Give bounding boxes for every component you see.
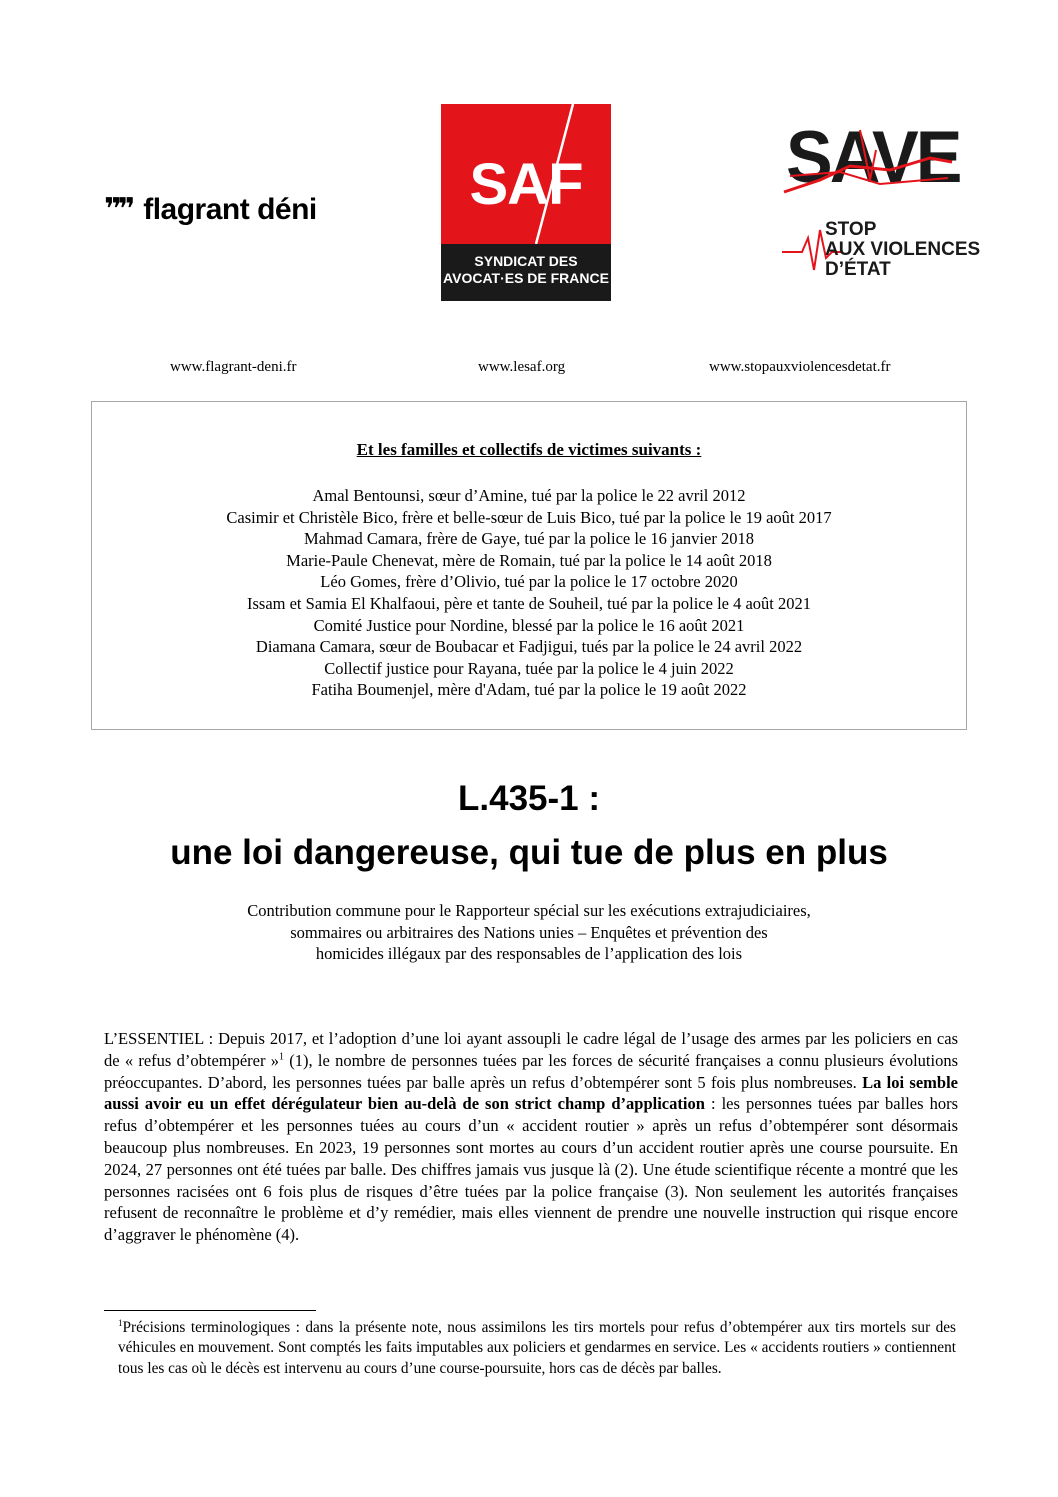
essential-text: : les personnes tuées par balles hors refus d’obtempérer et les personnes tuées au cours d’un « accident routier » après un refus d’obtempérer sont désormais beaucoup plus nombreuses. En 2023, 19 personnes sont mortes au cours d’un accident routier après une course poursuite. En 2024, 27 personnes ont été tuées par balle. Des chiffres jamais vus jusque là (2). Une étude scientifique récente a montré que les personnes racisées ont 6 fois plus de risques d’être tuées par la police française (3). Non seulement les autorités françaises refusent de reconnaître le problème et d’y remédier, mais elles viennent de prendre une nouvelle instruction qui risque encore d’aggraver le phénomène (4). <box>104 1094 958 1245</box>
contribution-line: Contribution commune pour le Rapporteur spécial sur les exécutions extrajudiciaires, <box>247 901 811 920</box>
victim-entry: Fatiha Boumenjel, mère d'Adam, tué par la police le 19 août 2022 <box>311 680 747 700</box>
url-flagrant-deni[interactable]: www.flagrant-deni.fr <box>170 359 297 375</box>
victim-entry: Collectif justice pour Rayana, tuée par la police le 4 juin 2022 <box>324 658 734 678</box>
save-logo <box>780 110 981 295</box>
url-lesaf[interactable]: www.lesaf.org <box>478 359 566 375</box>
save-word: SAVE <box>786 116 960 198</box>
victim-entry: Amal Bentounsi, sœur d’Amine, tué par la police le 22 avril 2012 <box>312 486 746 505</box>
victim-entry: Casimir et Christèle Bico, frère et belle-sœur de Luis Bico, tué par la police le 19 août 2017 <box>226 507 832 527</box>
saf-acronym: SAF <box>469 152 583 217</box>
victim-entry: Comité Justice pour Nordine, blessé par la police le 16 août 2021 <box>313 615 745 635</box>
saf-subtitle <box>441 244 611 301</box>
saf-subtitle-line1: SYNDICAT DES <box>474 253 578 269</box>
victim-entry: Issam et Samia El Khalfaoui, père et tante de Souheil, tué par la police le 4 août 2021 <box>246 593 812 613</box>
save-line3: D’ÉTAT <box>825 259 891 280</box>
essential-paragraph <box>104 1028 958 1246</box>
victims-box <box>91 401 967 730</box>
page-subtitle: une loi dangereuse, qui tue de plus en plus <box>170 833 888 872</box>
footnote-number: 1 <box>118 1317 123 1328</box>
saf-subtitle-line2: AVOCAT·ES DE FRANCE <box>443 270 609 286</box>
save-line2: AUX VIOLENCES <box>825 239 981 260</box>
victims-list <box>92 485 966 701</box>
victim-entry: Marie-Paule Chenevat, mère de Romain, tué par la police le 14 août 2018 <box>286 550 772 570</box>
footnote-text: Précisions terminologiques : dans la présente note, nous assimilons les tirs mortels pour refus d’obtempérer aux tirs mortels sur des véhicules en mouvement. Sont comptés les faits imputables aux policiers et gendarmes en service. Les « accidents routiers » contiennent tous les cas où le décès est intervenu au cours d’une course-poursuite, hors cas de décès par balles. <box>118 1319 956 1377</box>
flagrant-deni-name: flagrant déni <box>143 193 317 226</box>
flagrant-deni-logo <box>104 192 317 228</box>
contribution-line: homicides illégaux par des responsables de l’application des lois <box>315 944 743 963</box>
essential-highlight: La loi semble aussi avoir eu un effet dérégulateur bien au-delà de son strict champ d’application <box>104 1072 958 1114</box>
contribution-line: sommaires ou arbitraires des Nations unies – Enquêtes et prévention des <box>290 922 768 942</box>
saf-logo <box>441 104 611 301</box>
victim-entry: Mahmad Camara, frère de Gaye, tué par la police le 16 janvier 2018 <box>304 529 754 549</box>
victims-box-title: Et les familles et collectifs de victimes suivants : <box>356 440 702 459</box>
essential-text: L’ESSENTIEL : Depuis 2017, et l’adoption d’une loi ayant assoupli le cadre légal de l’usage des armes par les policiers en cas de « refus d’obtempérer » <box>104 1029 958 1070</box>
footnote <box>118 1318 956 1379</box>
quote-mark-icon: ❞❞ <box>104 192 132 227</box>
page-title: L.435-1 : <box>458 779 600 818</box>
victim-entry: Léo Gomes, frère d’Olivio, tué par la police le 17 octobre 2020 <box>320 572 738 592</box>
save-line1: STOP <box>825 219 877 240</box>
contribution-note <box>0 900 1058 965</box>
essential-text: (1), le nombre de personnes tuées par les forces de sécurité françaises a connu plusieurs évolutions préoccupantes. D’abord, les personnes tuées par balle après un refus d’obtempérer sont 5 fois plus nombreuses. <box>104 1050 958 1092</box>
url-stop-violences[interactable]: www.stopauxviolencesdetat.fr <box>709 359 891 375</box>
victim-entry: Diamana Camara, sœur de Boubacar et Fadjigui, tués par la police le 24 avril 2022 <box>255 637 803 657</box>
footnote-reference[interactable]: 1 <box>279 1051 285 1063</box>
footnote-divider <box>104 1310 316 1311</box>
